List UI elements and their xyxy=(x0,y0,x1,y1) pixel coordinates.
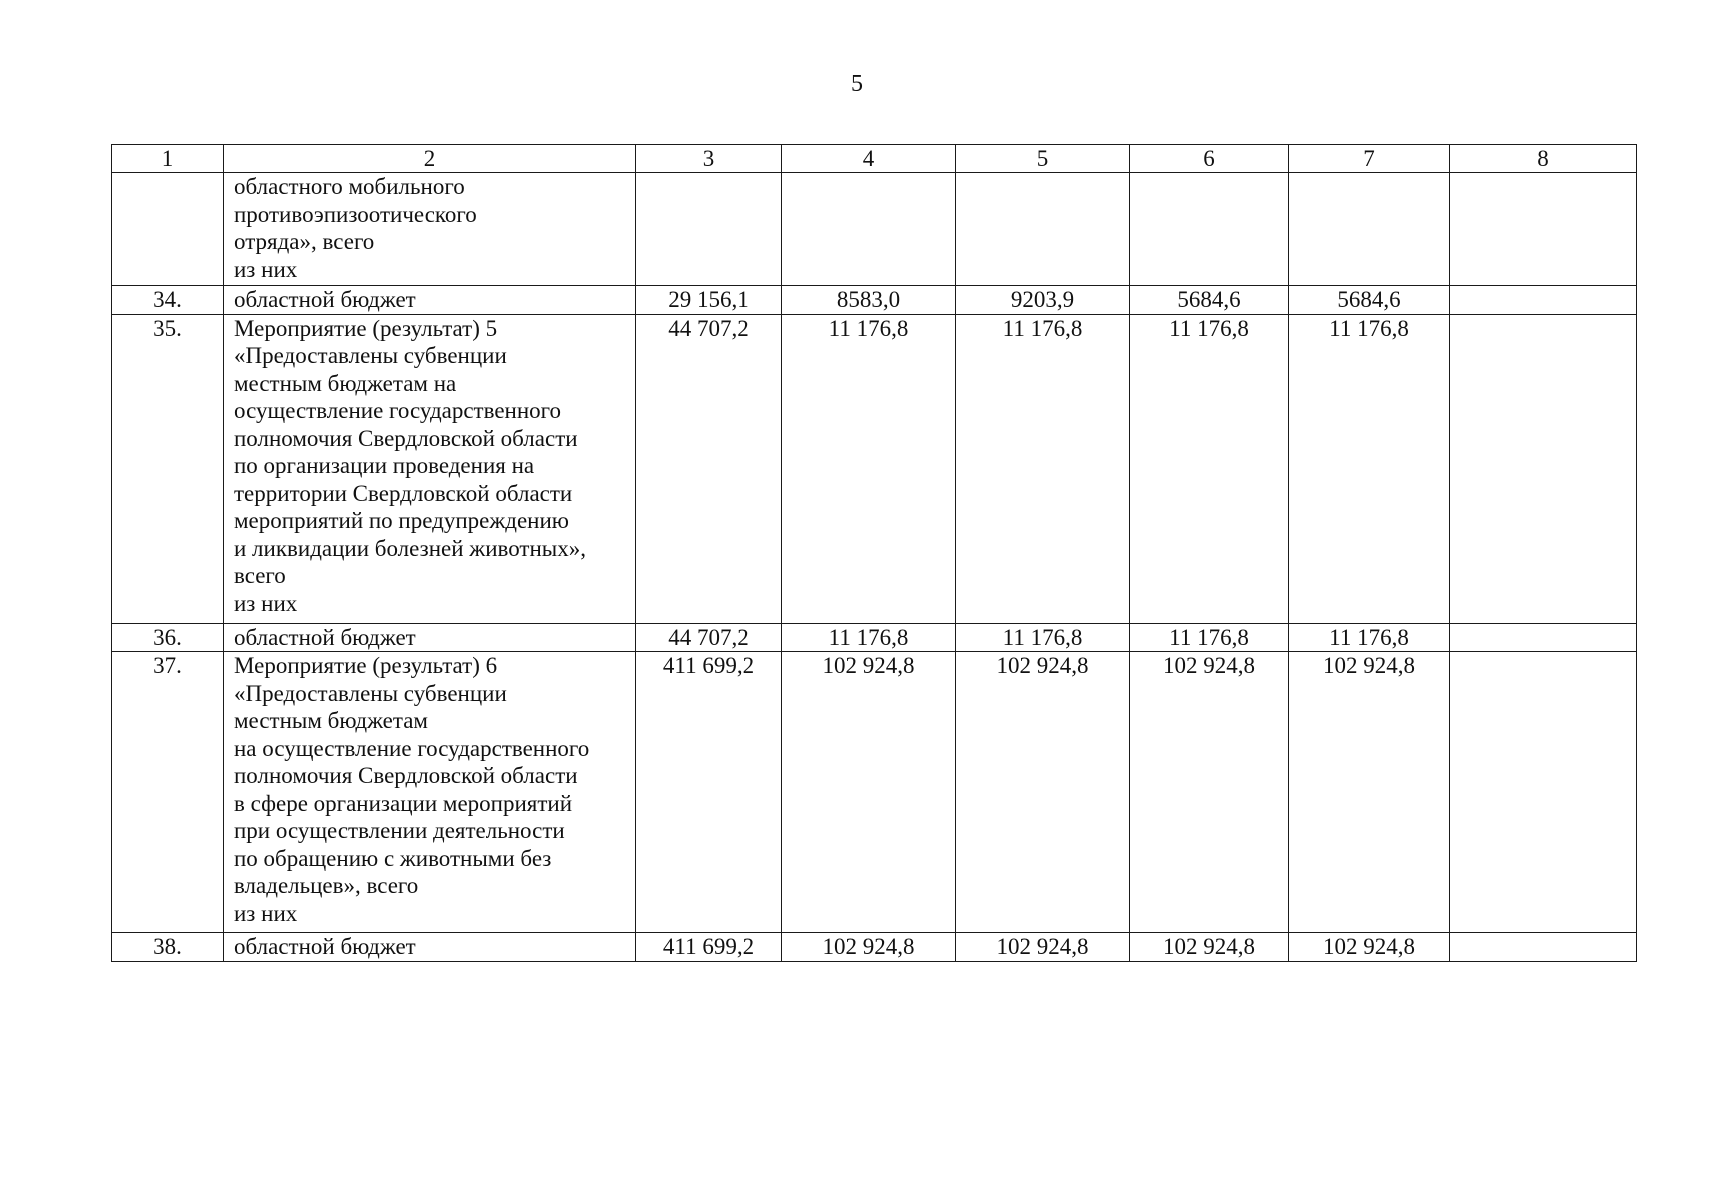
page-number: 5 xyxy=(851,71,863,97)
row-description: областной бюджет xyxy=(224,933,636,962)
column-header-7: 7 xyxy=(1289,145,1450,173)
budget-table xyxy=(111,144,1637,962)
value-col-7: 11 176,8 xyxy=(1289,623,1450,652)
value-col-7: 5684,6 xyxy=(1289,286,1450,315)
row-number: 34. xyxy=(112,286,224,315)
table-row xyxy=(112,286,1637,315)
value-col-3: 411 699,2 xyxy=(636,652,782,933)
row-number: 35. xyxy=(112,314,224,623)
column-header-8: 8 xyxy=(1450,145,1637,173)
value-col-6: 102 924,8 xyxy=(1130,933,1289,962)
table-row xyxy=(112,933,1637,962)
table-row xyxy=(112,623,1637,652)
row-description: областной бюджет xyxy=(224,286,636,315)
value-col-4: 11 176,8 xyxy=(782,623,956,652)
value-col-5 xyxy=(956,173,1130,286)
value-col-8 xyxy=(1450,933,1637,962)
value-col-3: 44 707,2 xyxy=(636,314,782,623)
row-description: областной бюджет xyxy=(224,623,636,652)
value-col-5: 11 176,8 xyxy=(956,314,1130,623)
value-col-8 xyxy=(1450,173,1637,286)
value-col-3: 411 699,2 xyxy=(636,933,782,962)
value-col-5: 11 176,8 xyxy=(956,623,1130,652)
value-col-7: 102 924,8 xyxy=(1289,652,1450,933)
column-number-header-row xyxy=(112,145,1637,173)
value-col-6: 11 176,8 xyxy=(1130,623,1289,652)
value-col-4 xyxy=(782,173,956,286)
value-col-6 xyxy=(1130,173,1289,286)
row-number xyxy=(112,173,224,286)
value-col-4: 102 924,8 xyxy=(782,933,956,962)
value-col-8 xyxy=(1450,652,1637,933)
value-col-3: 29 156,1 xyxy=(636,286,782,315)
value-col-5: 9203,9 xyxy=(956,286,1130,315)
value-col-6: 11 176,8 xyxy=(1130,314,1289,623)
value-col-6: 5684,6 xyxy=(1130,286,1289,315)
row-description: Мероприятие (результат) 6 «Предоставлены субвенции местным бюджетам на осуществление государственного полномочия Свердловской области в сфере организации мероприятий при осуществлении деятельности по обращению с животными без владельцев», всего из них xyxy=(224,652,636,933)
column-header-2: 2 xyxy=(224,145,636,173)
table-row xyxy=(112,314,1637,623)
column-header-3: 3 xyxy=(636,145,782,173)
value-col-7: 102 924,8 xyxy=(1289,933,1450,962)
row-number: 36. xyxy=(112,623,224,652)
row-description: Мероприятие (результат) 5 «Предоставлены субвенции местным бюджетам на осуществление государственного полномочия Свердловской области по организации проведения на территории Свердловской области мероприятий по предупреждению и ликвидации болезней животных», всего из них xyxy=(224,314,636,623)
row-number: 37. xyxy=(112,652,224,933)
row-number: 38. xyxy=(112,933,224,962)
value-col-4: 102 924,8 xyxy=(782,652,956,933)
value-col-4: 11 176,8 xyxy=(782,314,956,623)
table-row xyxy=(112,652,1637,933)
value-col-6: 102 924,8 xyxy=(1130,652,1289,933)
value-col-7 xyxy=(1289,173,1450,286)
value-col-4: 8583,0 xyxy=(782,286,956,315)
column-header-5: 5 xyxy=(956,145,1130,173)
value-col-8 xyxy=(1450,623,1637,652)
value-col-3 xyxy=(636,173,782,286)
value-col-3: 44 707,2 xyxy=(636,623,782,652)
value-col-7: 11 176,8 xyxy=(1289,314,1450,623)
row-description: областного мобильного противоэпизоотического отряда», всего из них xyxy=(224,173,636,286)
value-col-8 xyxy=(1450,314,1637,623)
column-header-1: 1 xyxy=(112,145,224,173)
value-col-5: 102 924,8 xyxy=(956,652,1130,933)
value-col-5: 102 924,8 xyxy=(956,933,1130,962)
column-header-4: 4 xyxy=(782,145,956,173)
column-header-6: 6 xyxy=(1130,145,1289,173)
table-row xyxy=(112,173,1637,286)
value-col-8 xyxy=(1450,286,1637,315)
